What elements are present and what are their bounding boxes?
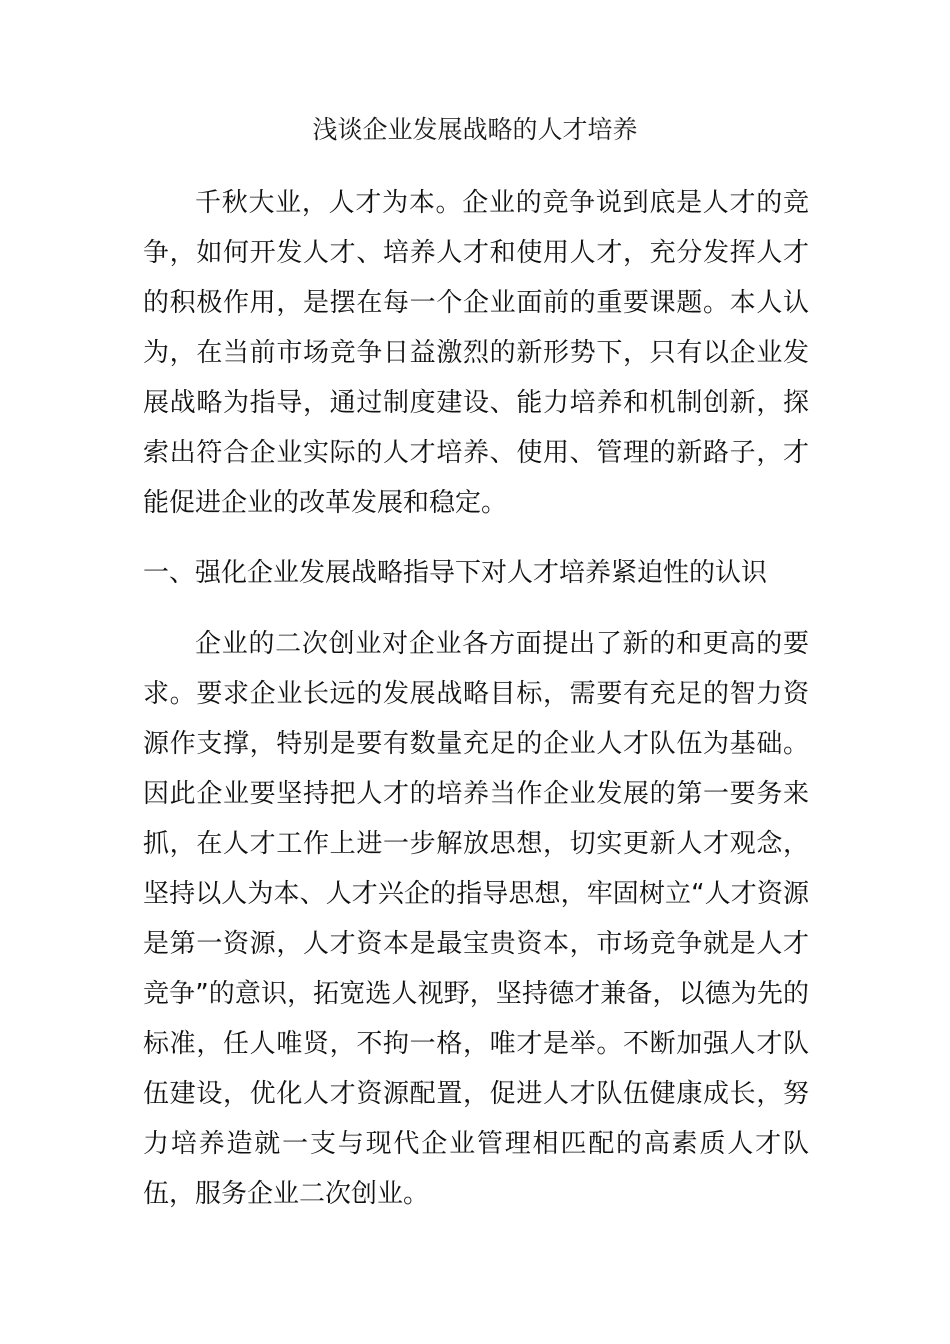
section-paragraph: 企业的二次创业对企业各方面提出了新的和更高的要求。要求企业长远的发展战略目标，需要有充足的智力资源作支撑，特别是要有数量充足的企业人才队伍为基础。因此企业要坚持把人才的培养当作企业发展的第一要务来抓，在人才工作上进一步解放思想，切实更新人才观念，坚持以人为本、人才兴企的指导思想，牢固树立“人才资源是第一资源，人才资本是最宝贵资本，市场竞争就是人才竞争”的意识，拓宽选人视野，坚持德才兼备，以德为先的标准，任人唯贤，不拘一格，唯才是举。不断加强人才队伍建设，优化人才资源配置，促进人才队伍健康成长，努力培养造就一支与现代企业管理相匹配的高素质人才队伍，服务企业二次创业。 bbox=[143, 629, 809, 1209]
section-heading: 一、强化企业发展战略指导下对人才培养紧迫性的认识 bbox=[143, 558, 768, 588]
document-title: 浅谈企业发展战略的人才培养 bbox=[312, 115, 638, 144]
intro-paragraph: 千秋大业，人才为本。企业的竞争说到底是人才的竞争，如何开发人才、培养人才和使用人才，充分发挥人才的积极作用，是摆在每一个企业面前的重要课题。本人认为，在当前市场竞争日益激烈的新形势下，只有以企业发展战略为指导，通过制度建设、能力培养和机制创新，探索出符合企业实际的人才培养、使用、管理的新路子，才能促进企业的改革发展和稳定。 bbox=[143, 188, 809, 518]
